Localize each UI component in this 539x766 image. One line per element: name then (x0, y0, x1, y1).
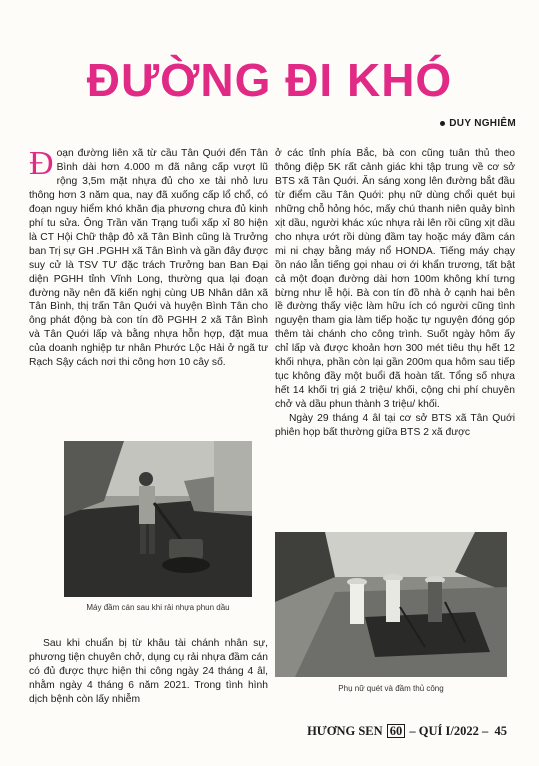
issue-period: – QUÍ I/2022 – (409, 724, 489, 738)
author-name: DUY NGHIÊM (449, 118, 516, 129)
photo-compactor-image (64, 441, 252, 597)
drop-cap: Đ (29, 145, 54, 182)
paragraph-text: Ngày 29 tháng 4 âl tại cơ sở BTS xã Tân Quới phiên họp bất thường giữa BTS 2 xã được (275, 413, 515, 439)
author-byline (440, 118, 516, 129)
bullet-icon (440, 121, 445, 126)
body-column-left-continued (29, 637, 268, 707)
photo-sweeping-image (275, 532, 507, 677)
lead-paragraph (29, 147, 268, 370)
photo-compactor-machine (64, 441, 252, 597)
photo2-caption: Phụ nữ quét và đầm thủ công (338, 684, 444, 693)
magazine-name: HƯƠNG SEN (307, 724, 383, 738)
paragraph-text: Sau khi chuẩn bị từ khâu tài chánh nhân sự, phương tiện chuyên chở, dụng cụ rải nhựa đầm cán có đủ được thực hiện thi công ngày 24 tháng 4 âl, nhằm ngày 4 tháng 6 năm 2021. Trong tình hình dịch bệnh còn lấy nhiễm (29, 638, 268, 705)
photo1-caption: Máy đầm cán sau khi rải nhựa phun dầu (86, 603, 230, 612)
body-column-right (275, 147, 515, 440)
body-column-left (29, 147, 268, 370)
issue-number: 60 (387, 724, 406, 738)
lead-paragraph-text: oạn đường liên xã từ cầu Tân Quới đến Tân Bình dài hơn 4.000 m đã nâng cấp vượt lũ rộng 3,5m mặt nhựa đủ cho xe tải nhỏ lưu thông hơn 3 năm qua, nay đã xuống cấp lổ chổ, có đoạn nguy hiểm khó khăn địa phương chưa đủ kinh phí tu sửa. Ông Trần văn Trạng tuổi xấp xỉ 80 hiện là CT Hội Chữ thập đỏ xã Tân Bình cũng là Trưởng ban Trị sự GH .PGHH xã Tân Bình và gần đây được suy cử là TSV TƯ đặc trách Trưởng ban Ban Đại diện PGHH tỉnh Vĩnh Long, thường qua lại đoạn đường nầy nên đã kiến nghị cùng UB Nhân dân xã Tân Bình, thị trấn Tân Quới và huyện Bình Tân cho ông phát động bà con tín đồ PGHH 2 xã Tân Bình và Tân Quới lấp và bằng nhựa hỗn hợp, đặt mua của doanh nghiệp tư nhân Phước Lộc Hải ở ngã tư Rạch Sậy cách nơi thi công hơn 10 cây số. (29, 148, 268, 369)
article-title: ĐƯỜNG ĐI KHÓ (86, 54, 453, 106)
page-footer (307, 724, 507, 739)
page-number: 45 (494, 724, 507, 738)
paragraph-text: ở các tỉnh phía Bắc, bà con cũng tuân thủ theo thông điệp 5K rất cảnh giác khi tập trung về cơ sở BTS xã Tân Quới. Ăn sáng xong lên đường bắt đầu từ điểm cầu Tân Quới: phụ nữ dùng chổi quét bụi những chỗ hỏng hóc, mấy chú thanh niên quảy bình xịt dầu, người khác xúc nhựa rải lên rồi cũng xịt dầu cho nhựa ướt rồi dùng đầm tay hoặc máy đầm cán mi ni chạy bằng máy nổ HONDA. Tiếng máy chạy ồn náo lẫn tiếng gọi nhau ơi ới khẩn trương, tất bật cả một đoạn đường dài hơn 100m không khí tưng bừng như lễ hội. Bà con tín đồ nhà ở cạnh hai bên lề đường thấy việc làm hữu ích có người cũng tình nguyện tham gia làm tiếp hoặc tự nguyện đóng góp thêm tài chánh cho công trình. Suốt ngày hôm ấy chỉ lấp và được khoản hơn 300 mét tiêu thụ hết 12 khối nhựa, phần còn lại gần 200m qua hôm sau tiếp tục không đầy một buổi đã hoàn tất. Tổng số nhựa hết 14 khối trị giá 2 triệu/ khối, cộng chi phí chuyên chở và dầu phun thành 3 triệu/ khối. (275, 148, 515, 411)
photo-women-sweeping (275, 532, 507, 677)
